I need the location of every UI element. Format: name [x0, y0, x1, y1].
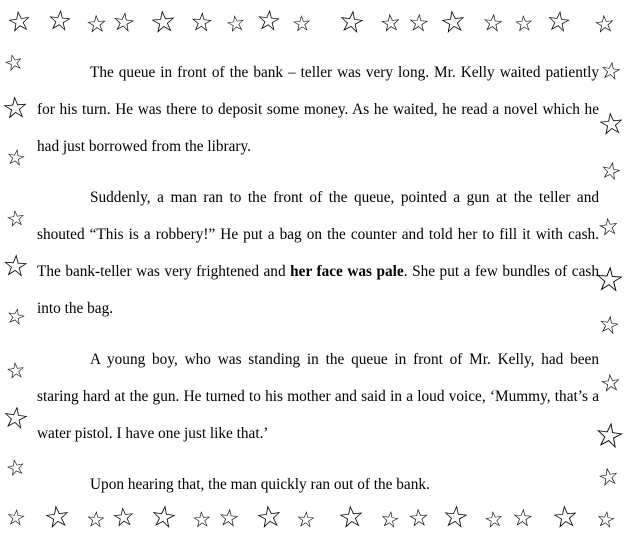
star-outline-icon: ☆: [596, 106, 627, 143]
paragraph-3: A young boy, who was standing in the queue in front of Mr. Kelly, had been staring hard at the gun. He turned to his mother and said in a loud voice, ‘Mummy, that’s a water pistol. I have one just like that.’: [37, 351, 599, 442]
story-text: [37, 54, 599, 503]
star-outline-icon: ☆: [148, 4, 179, 41]
star-outline-icon: ☆: [596, 213, 622, 243]
star-outline-icon: ☆: [216, 504, 241, 534]
star-outline-icon: ☆: [480, 9, 505, 39]
paragraph-4: Upon hearing that, the man quickly ran out of the bank.: [90, 476, 430, 493]
star-outline-icon: ☆: [591, 416, 627, 457]
star-outline-icon: ☆: [598, 57, 624, 87]
star-outline-icon: ☆: [335, 4, 368, 41]
star-outline-icon: ☆: [598, 369, 623, 399]
star-outline-icon: ☆: [378, 9, 403, 39]
star-outline-icon: ☆: [440, 499, 471, 536]
star-outline-icon: ☆: [295, 506, 317, 533]
star-outline-icon: ☆: [254, 4, 283, 39]
star-outline-icon: ☆: [147, 499, 180, 536]
paragraph-2: [37, 179, 599, 327]
star-outline-icon: ☆: [595, 463, 622, 493]
star-outline-icon: ☆: [85, 11, 109, 39]
star-outline-icon: ☆: [544, 5, 574, 40]
star-outline-icon: ☆: [291, 10, 313, 37]
star-outline-icon: ☆: [0, 91, 30, 126]
star-outline-icon: ☆: [592, 260, 626, 301]
star-outline-icon: ☆: [592, 10, 617, 40]
star-outline-icon: ☆: [437, 4, 470, 41]
emphasis-her-face-was-pale: her face was pale: [290, 263, 404, 280]
star-outline-icon: ☆: [595, 311, 622, 341]
star-outline-icon: ☆: [4, 504, 28, 531]
star-outline-icon: ☆: [550, 499, 581, 536]
star-outline-icon: ☆: [336, 499, 367, 536]
star-outline-icon: ☆: [513, 10, 535, 37]
star-outline-icon: ☆: [1, 47, 27, 78]
star-outline-icon: ☆: [4, 204, 28, 233]
star-outline-icon: ☆: [407, 505, 431, 533]
star-outline-icon: ☆: [0, 400, 32, 437]
star-outline-icon: ☆: [511, 505, 535, 533]
star-outline-icon: ☆: [407, 10, 431, 38]
star-outline-icon: ☆: [110, 6, 138, 39]
paragraph-2-text-after: . She put a few bundles of cash into the bag.: [37, 263, 599, 317]
paragraph-2-text-before: Suddenly, a man ran to the front of the queue, pointed a gun at the teller and shouted “This is a robbery!” He put a bag on the counter and told her to fill it with cash. The bank-teller was very frightened and: [37, 189, 599, 280]
star-outline-icon: ☆: [4, 5, 35, 40]
star-outline-icon: ☆: [223, 9, 248, 38]
star-outline-icon: ☆: [0, 249, 31, 284]
star-outline-icon: ☆: [594, 505, 618, 534]
paragraph-1: The queue in front of the bank – teller was very long. Mr. Kelly waited patiently for his turn. He was there to deposit some money. As he waited, he read a novel which he had just borrowed from the library.: [37, 64, 599, 155]
star-outline-icon: ☆: [597, 157, 624, 187]
star-outline-icon: ☆: [3, 453, 29, 482]
star-outline-icon: ☆: [378, 505, 402, 534]
star-outline-icon: ☆: [191, 506, 213, 533]
star-outline-icon: ☆: [110, 501, 137, 534]
star-outline-icon: ☆: [45, 4, 74, 39]
star-outline-icon: ☆: [41, 499, 74, 536]
star-outline-icon: ☆: [482, 505, 506, 534]
star-outline-icon: ☆: [3, 302, 29, 331]
star-outline-icon: ☆: [253, 499, 286, 536]
star-outline-icon: ☆: [85, 506, 107, 533]
star-outline-icon: ☆: [189, 7, 215, 38]
star-outline-icon: ☆: [4, 357, 27, 384]
star-outline-icon: ☆: [4, 143, 28, 172]
